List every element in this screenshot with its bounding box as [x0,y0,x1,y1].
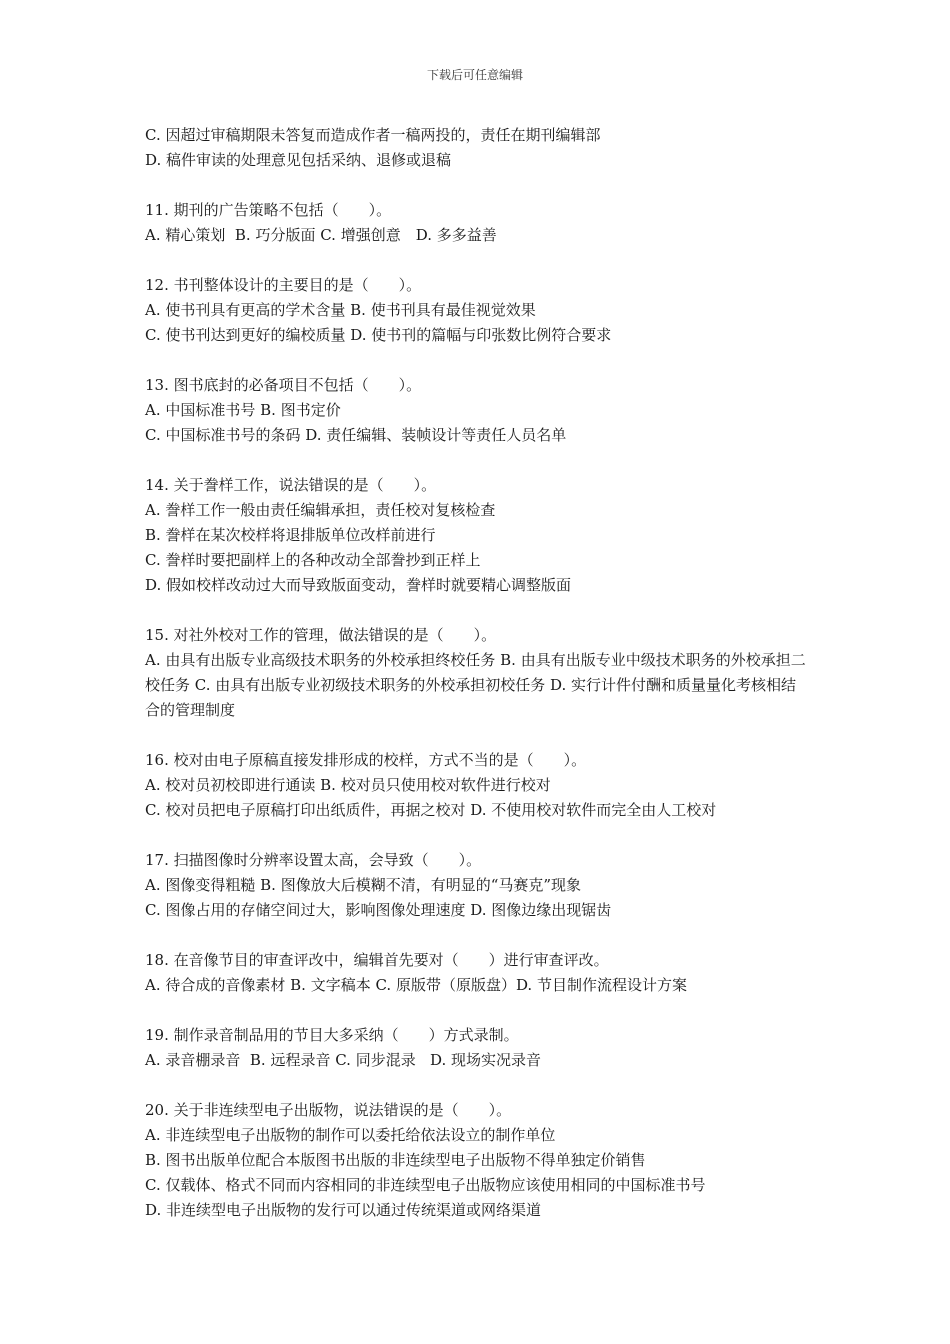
question-10-options-tail [145,123,810,173]
option-line: C. 因超过审稿期限未答复而造成作者一稿两投的，责任在期刊编辑部 [145,126,601,144]
question-stem: 20. 关于非连续型电子出版物，说法错误的是（ ）。 [145,1101,512,1119]
option-line: A. 使书刊具有更高的学术含量 B. 使书刊具有最佳视觉效果 [145,301,536,319]
option-line: C. 誊样时要把副样上的各种改动全部誊抄到正样上 [145,551,481,569]
question-14 [145,473,810,598]
question-18 [145,948,810,998]
document-body [145,123,810,1223]
option-line: C. 中国标准书号的条码 D. 责任编辑、装帧设计等责任人员名单 [145,426,567,444]
option-line: C. 使书刊达到更好的编校质量 D. 使书刊的篇幅与印张数比例符合要求 [145,326,612,344]
option-line: A. 誊样工作一般由责任编辑承担，责任校对复核检查 [145,501,496,519]
question-stem: 13. 图书底封的必备项目不包括（ ）。 [145,376,422,394]
question-stem: 16. 校对由电子原稿直接发排形成的校样，方式不当的是（ ）。 [145,751,587,769]
question-11 [145,198,810,248]
option-line: C. 图像占用的存储空间过大，影响图像处理速度 D. 图像边缘出现锯齿 [145,901,612,919]
option-line: A. 非连续型电子出版物的制作可以委托给依法设立的制作单位 [145,1126,556,1144]
option-line: A. 录音棚录音 B. 远程录音 C. 同步混录 D. 现场实况录音 [145,1051,542,1069]
option-line: D. 非连续型电子出版物的发行可以通过传统渠道或网络渠道 [145,1201,542,1219]
question-17 [145,848,810,923]
question-15 [145,623,810,723]
question-12 [145,273,810,348]
option-line: A. 中国标准书号 B. 图书定价 [145,401,341,419]
option-line: D. 假如校样改动过大而导致版面变动，誊样时就要精心调整版面 [145,576,572,594]
question-20 [145,1098,810,1223]
question-stem: 11. 期刊的广告策略不包括（ ）。 [145,201,392,219]
question-19 [145,1023,810,1073]
question-stem: 12. 书刊整体设计的主要目的是（ ）。 [145,276,422,294]
question-stem: 18. 在音像节目的审查评改中，编辑首先要对（ ）进行审查评改。 [145,951,609,969]
question-stem: 15. 对社外校对工作的管理，做法错误的是（ ）。 [145,626,497,644]
question-stem: 17. 扫描图像时分辨率设置太高，会导致（ ）。 [145,851,482,869]
option-paragraph: A. 由具有出版专业高级技术职务的外校承担终校任务 B. 由具有出版专业中级技术职务的外校承担二校任务 C. 由具有出版专业初级技术职务的外校承担初校任务 D. 实行计件付酬和质量量化考核相结合的管理制度 [145,651,806,719]
question-stem: 14. 关于誊样工作，说法错误的是（ ）。 [145,476,437,494]
option-line: D. 稿件审读的处理意见包括采纳、退修或退稿 [145,151,452,169]
page-header-note: 下载后可任意编辑 [426,68,523,82]
question-stem: 19. 制作录音制品用的节目大多采纳（ ）方式录制。 [145,1026,519,1044]
option-line: A. 图像变得粗糙 B. 图像放大后模糊不清，有明显的“马赛克”现象 [145,876,582,894]
option-line: C. 校对员把电子原稿打印出纸质件，再据之校对 D. 不使用校对软件而完全由人工校对 [145,801,717,819]
option-line: C. 仅载体、格式不同而内容相同的非连续型电子出版物应该使用相同的中国标准书号 [145,1176,706,1194]
option-line: B. 图书出版单位配合本版图书出版的非连续型电子出版物不得单独定价销售 [145,1151,646,1169]
option-line: A. 待合成的音像素材 B. 文字稿本 C. 原版带（原版盘）D. 节目制作流程设计方案 [145,976,687,994]
option-line: B. 誊样在某次校样将退排版单位改样前进行 [145,526,436,544]
question-16 [145,748,810,823]
option-line: A. 校对员初校即进行通读 B. 校对员只使用校对软件进行校对 [145,776,551,794]
option-line: A. 精心策划 B. 巧分版面 C. 增强创意 D. 多多益善 [145,226,497,244]
question-13 [145,373,810,448]
